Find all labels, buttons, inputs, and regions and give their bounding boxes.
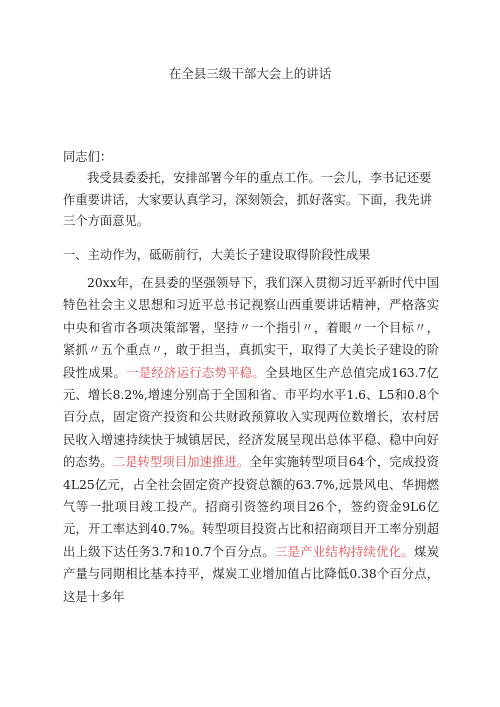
paragraph-text: 20xx年，在县委的坚强领导下，我们深入贯彻习近平新时代中国特色社会主义思想和习近平总书记视察山西重要讲话精神，严格落实中央和省市各项决策部署，坚持〃一个指引〃，着眼〃一个目标〃，紧抓〃五个重点〃，敢于担当，真抓实干，取得了大美长子建设的阶段性成果。	[63, 276, 439, 380]
document-title: 在全县三级干部大会上的讲话	[168, 66, 332, 81]
salutation: 同志们：	[63, 150, 113, 164]
highlight-point-2: 二是转型项目加速推进。	[112, 455, 250, 470]
highlight-point-1: 一是经济运行态势平稳。	[126, 365, 265, 380]
section-1-paragraph	[63, 272, 439, 608]
intro-paragraph: 我受县委委托，安排部署今年的重点工作。一会儿，李书记还要作重要讲话，大家要认真学习，深刻领会，抓好落实。下面，我先讲三个方面意见。	[63, 171, 432, 228]
section-heading-1: 一、主动作为，砥砺前行，大美长子建设取得阶段性成果	[63, 248, 371, 262]
highlight-point-3: 三是产业结构持续优化。	[274, 544, 415, 559]
paragraph-text: 煤炭产量与同期相比基本持平，煤炭工业增加值占比降低0.38个百分点，这是十多年	[63, 544, 439, 604]
paragraph-text: 全县地区生产总值完成163.7亿元、增长8.2%,增速分别高于全国和省、市平均水平1.6、L5和0.8个百分点，固定资产投资和公共财政预算收入实现两位数增长，农村居民收入增速持续快于城镇居民，经济发展呈现出总体平稳、稳中向好的态势。	[63, 365, 439, 470]
paragraph-text: 全年实施转型项目64个，完成投资4L25亿元，占全社会固定资产投资总额的63.7%,远景风电、华拥燃气等一批项目竣工投产。招商引资签约项目26个，签约资金9L6亿元，开工率达到40.7%。转型项目投资占比和招商项目开工率分别超出上级下达任务3.7和10.7个百分点。	[63, 455, 439, 559]
